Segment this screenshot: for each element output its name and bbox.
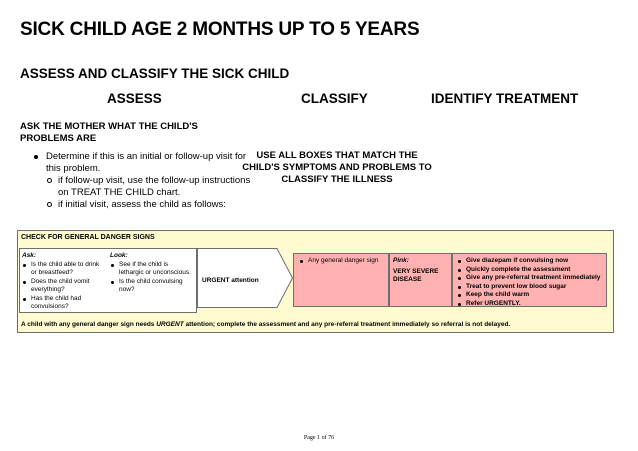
page-number: Page 1 of 76	[303, 435, 335, 441]
look-list	[110, 261, 194, 295]
column-header-assess: ASSESS	[107, 91, 162, 106]
treatment-item: Give any pre-referral treatment immediately	[457, 274, 606, 283]
danger-sign-cell	[293, 253, 389, 307]
assess-instructions	[32, 151, 254, 211]
ask-mother-heading: ASK THE MOTHER WHAT THE CHILD'S PROBLEMS ARE	[20, 121, 198, 144]
followup-item: if follow-up visit, use the follow-up instructions on TREAT THE CHILD chart.	[46, 175, 254, 199]
treatment-cell	[452, 253, 607, 307]
look-section	[110, 252, 194, 295]
treatment-item: Treat to prevent low blood sugar	[457, 283, 606, 292]
ask-item: Has the child had convulsions?	[22, 295, 106, 312]
ask-section	[22, 252, 106, 312]
treatment-item: Refer URGENTLY.	[457, 300, 606, 309]
document-title: SICK CHILD AGE 2 MONTHS UP TO 5 YEARS	[20, 19, 420, 40]
danger-signs-title: CHECK FOR GENERAL DANGER SIGNS	[21, 234, 155, 241]
followup-item: if initial visit, assess the child as follows:	[46, 199, 254, 211]
treatment-list	[457, 257, 606, 308]
column-header-treatment: IDENTIFY TREATMENT	[431, 91, 579, 106]
column-header-classify: CLASSIFY	[301, 91, 368, 106]
ask-item: Is the child able to drink or breastfeed?	[22, 261, 106, 278]
classification-color-label: Pink:	[393, 257, 409, 264]
ask-item: Does the child vomit everything?	[22, 278, 106, 295]
urgent-attention-label: URGENT attention	[202, 277, 259, 284]
danger-signs-note: A child with any general danger sign needs URGENT attention; complete the assessment and any pre-referral treatment immediately so referral is not delayed.	[21, 321, 511, 328]
classification-name: VERY SEVERE DISEASE	[393, 267, 439, 283]
classification-cell	[389, 253, 452, 307]
ask-label: Ask:	[22, 252, 37, 259]
danger-sign-text: Any general danger sign	[299, 257, 388, 266]
look-item: See if the child is lethargic or unconscious.	[110, 261, 194, 278]
treatment-item: Give diazepam if convulsing now	[457, 257, 606, 266]
determine-visit-text: Determine if this is an initial or follow-up visit for this problem.	[46, 151, 247, 174]
section-subtitle: ASSESS AND CLASSIFY THE SICK CHILD	[20, 66, 290, 81]
treatment-item: Quickly complete the assessment	[457, 266, 606, 275]
look-item: Is the child convulsing now?	[110, 278, 194, 295]
treatment-item: Keep the child warm	[457, 291, 606, 300]
use-all-boxes-note: USE ALL BOXES THAT MATCH THE CHILD'S SYMPTOMS AND PROBLEMS TO CLASSIFY THE ILLNESS	[242, 150, 432, 185]
look-label: Look:	[110, 252, 128, 259]
ask-list	[22, 261, 106, 312]
determine-visit-item	[32, 151, 254, 211]
